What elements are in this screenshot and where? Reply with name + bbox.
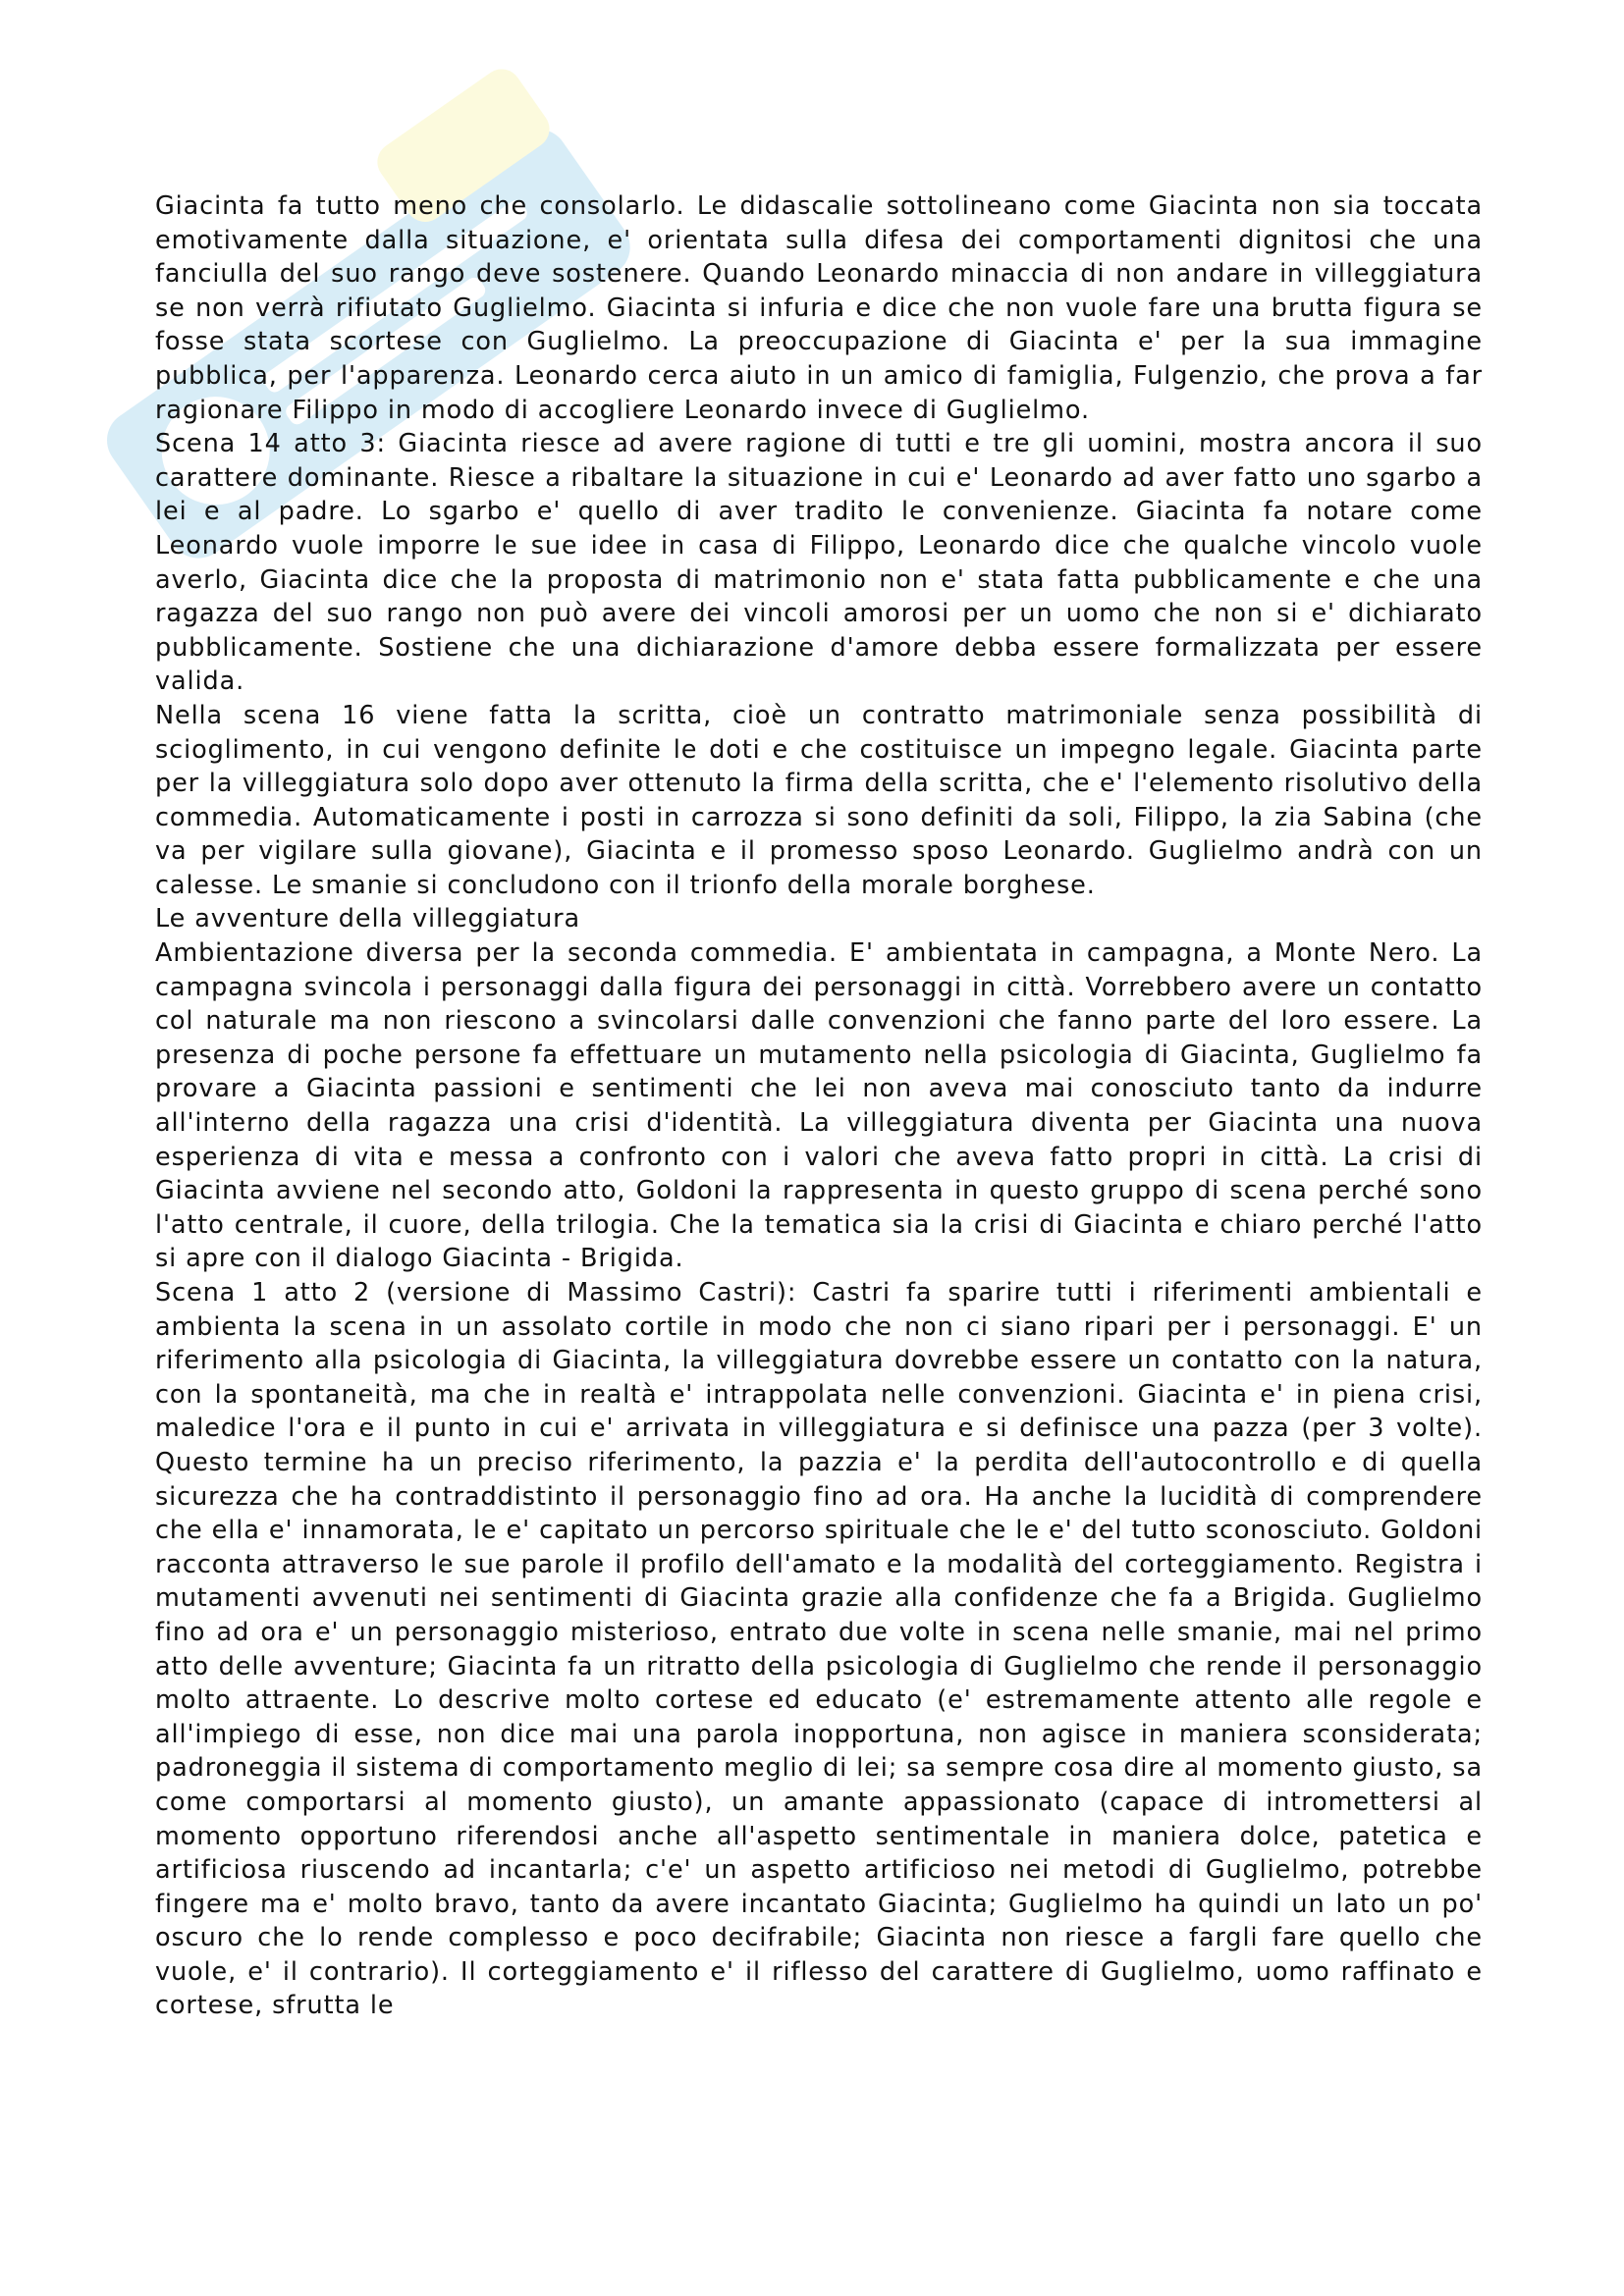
- paragraph-scena-16-scritta: Nella scena 16 viene fatta la scritta, cioè un contratto matrimoniale senza possibilità di scioglimento, in cui vengono definite le doti e che costituisce un impegno legale. Giacinta parte per la villeggiatura solo dopo aver ottenuto la firma della scritta, che e' l'elemento risolutivo della commedia. Automaticamente i posti in carrozza si sono definiti da soli, Filippo, la zia Sabina (che va per vigilare sulla giovane), Giacinta e il promesso sposo Leonardo. Guglielmo andrà con un calesse. Le smanie si concludono con il trionfo della morale borghese.: [155, 700, 1483, 900]
- paragraph-giacinta-consolation: Giacinta fa tutto meno che consolarlo. Le didascalie sottolineano come Giacinta non sia toccata emotivamente dalla situazione, e' orientata sulla difesa dei comportamenti dignitosi che una fanciulla del suo rango deve sostenere. Quando Leonardo minaccia di non andare in villeggiatura se non verrà rifiutato Guglielmo. Giacinta si infuria e dice che non vuole fare una brutta figura se fosse stata scortese con Guglielmo. La preoccupazione di Giacinta e' per la sua immagine pubblica, per l'apparenza. Leonardo cerca aiuto in un amico di famiglia, Fulgenzio, che prova a far ragionare Filippo in modo di accogliere Leonardo invece di Guglielmo.: [155, 191, 1483, 425]
- document-body: [155, 189, 1483, 2023]
- section-heading-avventure: Le avventure della villeggiatura: [155, 904, 581, 934]
- paragraph-scena-1-atto-2: Scena 1 atto 2 (versione di Massimo Castri): Castri fa sparire tutti i riferimenti ambientali e ambienta la scena in un assolato cortile in modo che non ci siano ripari per i personaggi. E' un riferimento alla psicologia di Giacinta, la villeggiatura dovrebbe essere un contatto con la natura, con la spontaneità, ma che in realtà e' intrappolata nelle convenzioni. Giacinta e' in piena crisi, maledice l'ora e il punto in cui e' arrivata in villeggiatura e si definisce una pazza (per 3 volte). Questo termine ha un preciso riferimento, la pazzia e' la perdita dell'autocontrollo e di quella sicurezza che ha contraddistinto il personaggio fino ad ora. Ha anche la lucidità di comprendere che ella e' innamorata, le e' capitato un percorso spirituale che le e' del tutto sconosciuto. Goldoni racconta attraverso le sue parole il profilo dell'amato e la modalità del corteggiamento. Registra i mutamenti avvenuti nei sentimenti di Giacinta grazie alla confidenze che fa a Brigida. Guglielmo fino ad ora e' un personaggio misterioso, entrato due volte in scena nelle smanie, mai nel primo atto delle avventure; Giacinta fa un ritratto della psicologia di Guglielmo che rende il personaggio molto attraente. Lo descrive molto cortese ed educato (e' estremamente attento alle regole e all'impiego di esse, non dice mai una parola inopportuna, non agisce in maniera sconsiderata; padroneggia il sistema di comportamento meglio di lei; sa sempre cosa dire al momento giusto, sa come comportarsi al momento giusto), un amante appassionato (capace di intromettersi al momento opportuno riferendosi anche all'aspetto sentimentale in maniera dolce, patetica e artificiosa riuscendo ad incantarla; c'e' un aspetto artificioso nei metodi di Guglielmo, potrebbe fingere ma e' molto bravo, tanto da avere incantato Giacinta; Guglielmo ha quindi un lato un po' oscuro che lo rende complesso e poco decifrabile; Giacinta non riesce a fargli fare quello che vuole, e' il contrario). Il corteggiamento e' il riflesso del carattere di Guglielmo, uomo raffinato e cortese, sfrutta le: [155, 1278, 1483, 2021]
- paragraph-ambientazione: Ambientazione diversa per la seconda commedia. E' ambientata in campagna, a Monte Nero. La campagna svincola i personaggi dalla figura dei personaggi in città. Vorrebbero avere un contatto col naturale ma non riescono a svincolarsi dalle convenzioni che fanno parte del loro essere. La presenza di poche persone fa effettuare un mutamento nella psicologia di Giacinta, Guglielmo fa provare a Giacinta passioni e sentimenti che lei non aveva mai conosciuto tanto da indurre all'interno della ragazza una crisi d'identità. La villeggiatura diventa per Giacinta una nuova esperienza di vita e messa a confronto con i valori che aveva fatto propri in città. La crisi di Giacinta avviene nel secondo atto, Goldoni la rappresenta in questo gruppo di scena perché sono l'atto centrale, il cuore, della trilogia. Che la tematica sia la crisi di Giacinta e chiaro perché l'atto si apre con il dialogo Giacinta - Brigida.: [155, 938, 1483, 1274]
- paragraph-scena-14-atto-3: Scena 14 atto 3: Giacinta riesce ad avere ragione di tutti e tre gli uomini, mostra ancora il suo carattere dominante. Riesce a ribaltare la situazione in cui e' Leonardo ad aver fatto uno sgarbo a lei e al padre. Lo sgarbo e' quello di aver tradito le convenienze. Giacinta fa notare come Leonardo vuole imporre le sue idee in casa di Filippo, Leonardo dice che qualche vincolo vuole averlo, Giacinta dice che la proposta di matrimonio non e' stata fatta pubblicamente e che una ragazza del suo rango non può avere dei vincoli amorosi per un uomo che non si e' dichiarato pubblicamente. Sostiene che una dichiarazione d'amore debba essere formalizzata per essere valida.: [155, 429, 1483, 697]
